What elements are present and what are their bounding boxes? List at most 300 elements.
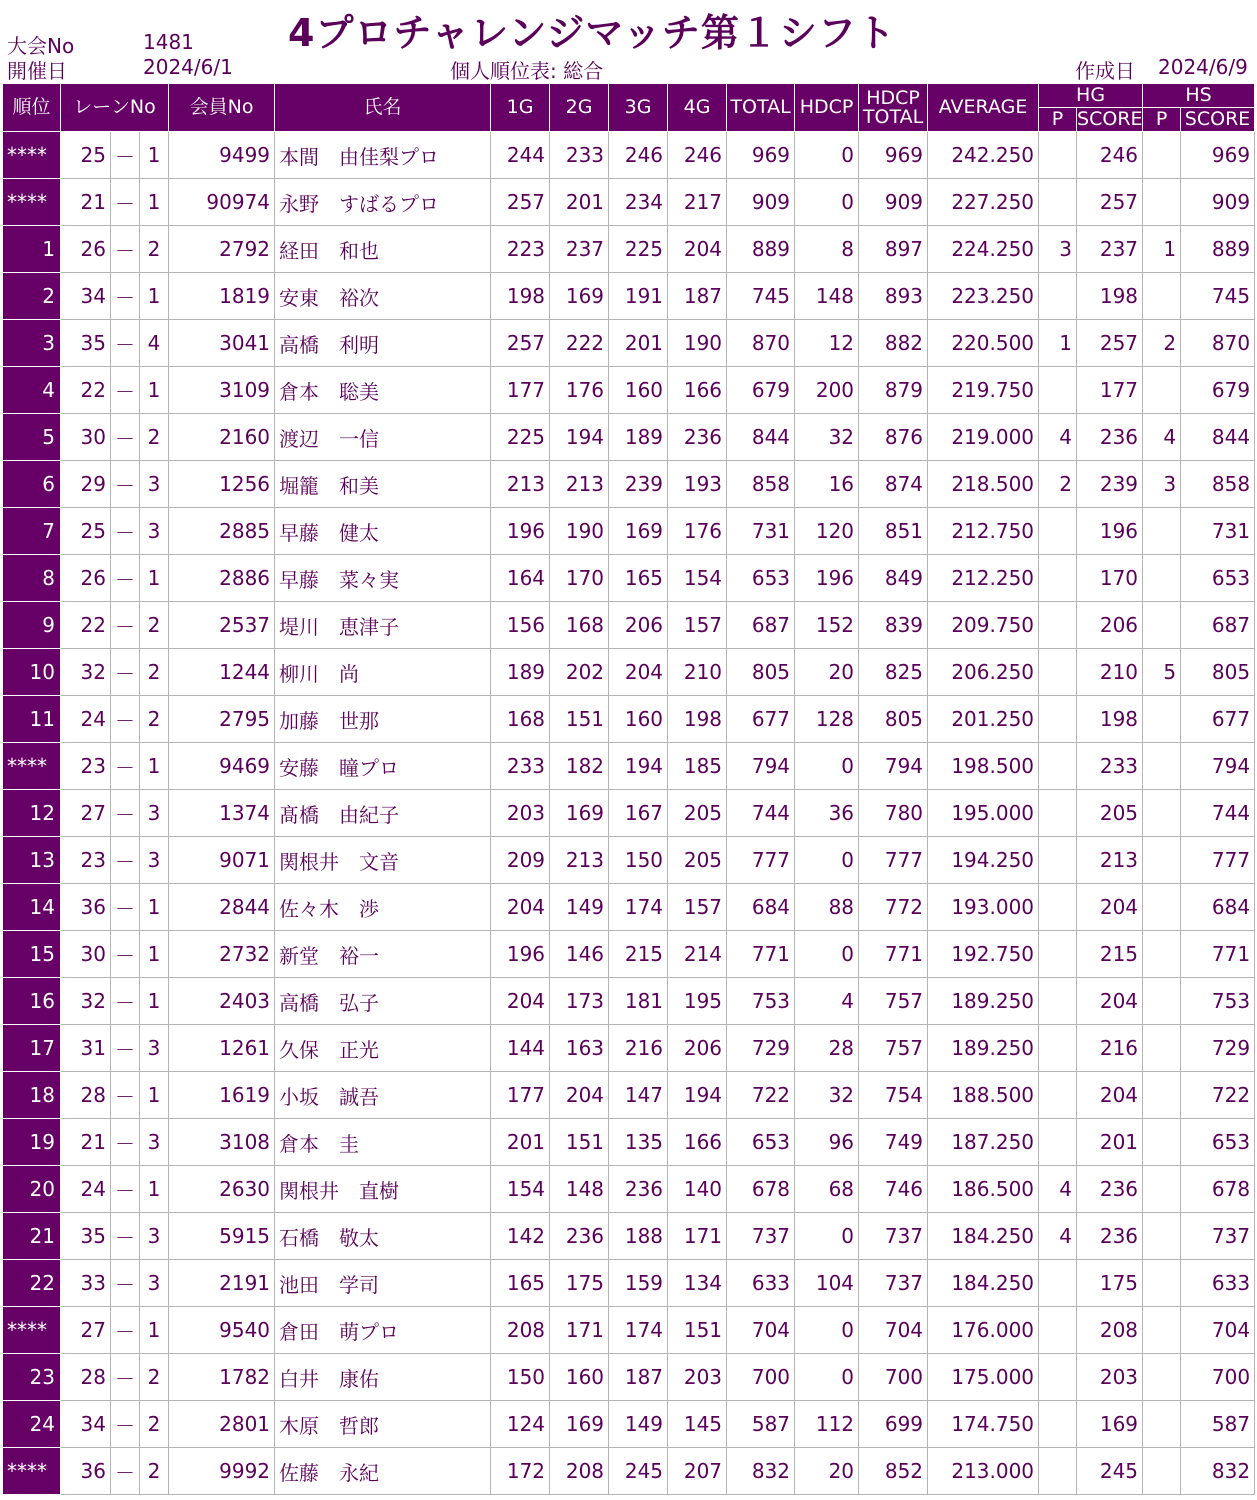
lane-separator: －	[111, 320, 140, 367]
lane-no: 33	[61, 1260, 111, 1307]
game-1-score: 196	[491, 931, 550, 978]
table-row	[3, 179, 1255, 226]
lane-separator: －	[111, 461, 140, 508]
game-4-score: 217	[668, 179, 727, 226]
lane-separator: －	[111, 1072, 140, 1119]
hdcp-value: 16	[795, 461, 859, 508]
game-3-score: 194	[609, 743, 668, 790]
lane-separator: －	[111, 837, 140, 884]
lane-no: 32	[61, 649, 111, 696]
lane-box: 2	[140, 1448, 169, 1495]
average-score: 189.250	[928, 1025, 1039, 1072]
game-1-score: 165	[491, 1260, 550, 1307]
total-score: 633	[727, 1260, 795, 1307]
lane-no: 24	[61, 696, 111, 743]
high-series-place: 3	[1143, 461, 1181, 508]
member-no: 3108	[169, 1119, 275, 1166]
hdcp-total-score: 757	[859, 978, 928, 1025]
average-score: 184.250	[928, 1213, 1039, 1260]
member-no: 1244	[169, 649, 275, 696]
high-series-score: 909	[1181, 179, 1255, 226]
player-name: 永野 すばるプロ	[275, 179, 491, 226]
total-score: 777	[727, 837, 795, 884]
lane-no: 25	[61, 508, 111, 555]
lane-box: 2	[140, 649, 169, 696]
table-row	[3, 1072, 1255, 1119]
lane-box: 2	[140, 1401, 169, 1448]
col-average: AVERAGE	[928, 84, 1039, 132]
hdcp-total-score: 737	[859, 1260, 928, 1307]
rank-cell: 18	[3, 1072, 61, 1119]
ranking-table	[2, 83, 1255, 1495]
total-score: 744	[727, 790, 795, 837]
lane-no: 35	[61, 320, 111, 367]
lane-box: 2	[140, 226, 169, 273]
table-row	[3, 790, 1255, 837]
game-4-score: 198	[668, 696, 727, 743]
col-hdcp-total	[859, 84, 928, 132]
lane-separator: －	[111, 1307, 140, 1354]
player-name: 佐々木 渉	[275, 884, 491, 931]
lane-box: 3	[140, 790, 169, 837]
member-no: 1819	[169, 273, 275, 320]
rank-cell: 15	[3, 931, 61, 978]
lane-no: 36	[61, 1448, 111, 1495]
hdcp-total-score: 805	[859, 696, 928, 743]
high-series-score: 700	[1181, 1354, 1255, 1401]
rank-cell: ****	[3, 1307, 61, 1354]
table-row	[3, 1307, 1255, 1354]
hdcp-value: 152	[795, 602, 859, 649]
lane-no: 26	[61, 226, 111, 273]
table-row	[3, 1119, 1255, 1166]
high-game-score: 175	[1077, 1260, 1143, 1307]
lane-no: 30	[61, 414, 111, 461]
game-1-score: 198	[491, 273, 550, 320]
high-series-place	[1143, 978, 1181, 1025]
high-game-score: 201	[1077, 1119, 1143, 1166]
game-2-score: 168	[550, 602, 609, 649]
high-series-score: 731	[1181, 508, 1255, 555]
average-score: 193.000	[928, 884, 1039, 931]
game-2-score: 169	[550, 790, 609, 837]
lane-no: 22	[61, 367, 111, 414]
game-1-score: 204	[491, 884, 550, 931]
lane-separator: －	[111, 790, 140, 837]
game-1-score: 233	[491, 743, 550, 790]
high-series-place	[1143, 1307, 1181, 1354]
high-game-score: 203	[1077, 1354, 1143, 1401]
game-4-score: 157	[668, 884, 727, 931]
high-series-place	[1143, 790, 1181, 837]
game-2-score: 182	[550, 743, 609, 790]
total-score: 771	[727, 931, 795, 978]
lane-box: 1	[140, 555, 169, 602]
high-series-place	[1143, 132, 1181, 179]
game-1-score: 196	[491, 508, 550, 555]
game-4-score: 193	[668, 461, 727, 508]
high-series-score: 677	[1181, 696, 1255, 743]
game-2-score: 169	[550, 273, 609, 320]
hdcp-total-score: 851	[859, 508, 928, 555]
lane-box: 2	[140, 602, 169, 649]
game-1-score: 168	[491, 696, 550, 743]
game-3-score: 169	[609, 508, 668, 555]
col-hdcp-total-line2: TOTAL	[862, 105, 924, 128]
high-game-score: 237	[1077, 226, 1143, 273]
high-game-place	[1039, 273, 1077, 320]
high-series-score: 722	[1181, 1072, 1255, 1119]
hdcp-value: 32	[795, 1072, 859, 1119]
lane-separator: －	[111, 978, 140, 1025]
game-3-score: 201	[609, 320, 668, 367]
table-row	[3, 273, 1255, 320]
game-1-score: 244	[491, 132, 550, 179]
total-score: 909	[727, 179, 795, 226]
col-rank: 順位	[3, 84, 61, 132]
total-score: 677	[727, 696, 795, 743]
lane-box: 1	[140, 884, 169, 931]
high-game-place: 1	[1039, 320, 1077, 367]
hdcp-value: 0	[795, 1307, 859, 1354]
member-no: 1619	[169, 1072, 275, 1119]
hdcp-total-score: 969	[859, 132, 928, 179]
hdcp-value: 120	[795, 508, 859, 555]
game-3-score: 160	[609, 367, 668, 414]
game-1-score: 142	[491, 1213, 550, 1260]
table-row	[3, 320, 1255, 367]
high-game-place	[1039, 696, 1077, 743]
average-score: 187.250	[928, 1119, 1039, 1166]
player-name: 倉本 圭	[275, 1119, 491, 1166]
game-3-score: 147	[609, 1072, 668, 1119]
page-title: 4プロチャレンジマッチ第１シフト	[288, 11, 896, 55]
member-no: 1782	[169, 1354, 275, 1401]
high-series-place	[1143, 273, 1181, 320]
report-name: 個人順位表: 総合	[450, 59, 604, 83]
game-1-score: 208	[491, 1307, 550, 1354]
high-game-score: 204	[1077, 978, 1143, 1025]
lane-no: 29	[61, 461, 111, 508]
lane-box: 1	[140, 1166, 169, 1213]
player-name: 早藤 菜々実	[275, 555, 491, 602]
game-4-score: 210	[668, 649, 727, 696]
high-series-score: 858	[1181, 461, 1255, 508]
hdcp-value: 28	[795, 1025, 859, 1072]
lane-no: 34	[61, 1401, 111, 1448]
lane-separator: －	[111, 1354, 140, 1401]
total-score: 653	[727, 555, 795, 602]
game-1-score: 164	[491, 555, 550, 602]
game-2-score: 222	[550, 320, 609, 367]
hdcp-value: 0	[795, 132, 859, 179]
player-name: 倉本 聡美	[275, 367, 491, 414]
game-3-score: 150	[609, 837, 668, 884]
high-series-score: 844	[1181, 414, 1255, 461]
lane-box: 3	[140, 837, 169, 884]
player-name: 堤川 恵津子	[275, 602, 491, 649]
high-game-score: 236	[1077, 1166, 1143, 1213]
high-game-place	[1039, 1401, 1077, 1448]
col-hs: HS	[1143, 84, 1255, 108]
high-series-place	[1143, 1448, 1181, 1495]
high-series-place	[1143, 508, 1181, 555]
game-1-score: 189	[491, 649, 550, 696]
player-name: 堀籠 和美	[275, 461, 491, 508]
game-3-score: 174	[609, 884, 668, 931]
average-score: 198.500	[928, 743, 1039, 790]
high-series-place: 1	[1143, 226, 1181, 273]
total-score: 587	[727, 1401, 795, 1448]
hdcp-value: 112	[795, 1401, 859, 1448]
lane-separator: －	[111, 179, 140, 226]
high-game-place	[1039, 837, 1077, 884]
game-2-score: 170	[550, 555, 609, 602]
col-game-1: 1G	[491, 84, 550, 132]
member-no: 1256	[169, 461, 275, 508]
rank-cell: 16	[3, 978, 61, 1025]
table-row	[3, 696, 1255, 743]
game-4-score: 246	[668, 132, 727, 179]
game-4-score: 187	[668, 273, 727, 320]
high-game-score: 239	[1077, 461, 1143, 508]
rank-cell: 5	[3, 414, 61, 461]
average-score: 213.000	[928, 1448, 1039, 1495]
table-row	[3, 649, 1255, 696]
average-score: 209.750	[928, 602, 1039, 649]
lane-separator: －	[111, 696, 140, 743]
member-no: 90974	[169, 179, 275, 226]
total-score: 969	[727, 132, 795, 179]
game-1-score: 213	[491, 461, 550, 508]
rank-cell: 14	[3, 884, 61, 931]
rank-cell: 9	[3, 602, 61, 649]
high-series-place	[1143, 1354, 1181, 1401]
game-4-score: 145	[668, 1401, 727, 1448]
col-hs-p: P	[1143, 108, 1181, 132]
high-game-place	[1039, 790, 1077, 837]
total-score: 737	[727, 1213, 795, 1260]
lane-no: 36	[61, 884, 111, 931]
player-name: 倉田 萌プロ	[275, 1307, 491, 1354]
col-name: 氏名	[275, 84, 491, 132]
lane-separator: －	[111, 1260, 140, 1307]
member-no: 3109	[169, 367, 275, 414]
lane-no: 31	[61, 1025, 111, 1072]
col-hg-score: SCORE	[1077, 108, 1143, 130]
game-1-score: 172	[491, 1448, 550, 1495]
high-series-place: 4	[1143, 414, 1181, 461]
player-name: 池田 学司	[275, 1260, 491, 1307]
table-row	[3, 226, 1255, 273]
member-no: 1374	[169, 790, 275, 837]
game-2-score: 236	[550, 1213, 609, 1260]
total-score: 870	[727, 320, 795, 367]
game-3-score: 245	[609, 1448, 668, 1495]
hdcp-total-score: 825	[859, 649, 928, 696]
high-game-score: 177	[1077, 367, 1143, 414]
rank-cell: 6	[3, 461, 61, 508]
lane-separator: －	[111, 132, 140, 179]
rank-cell: ****	[3, 743, 61, 790]
col-hg: HG	[1039, 84, 1143, 108]
game-1-score: 257	[491, 320, 550, 367]
game-2-score: 149	[550, 884, 609, 931]
hdcp-total-score: 852	[859, 1448, 928, 1495]
game-2-score: 175	[550, 1260, 609, 1307]
high-game-place	[1039, 978, 1077, 1025]
lane-separator: －	[111, 1119, 140, 1166]
rank-cell: 20	[3, 1166, 61, 1213]
member-no: 2844	[169, 884, 275, 931]
total-score: 844	[727, 414, 795, 461]
player-name: 高橋 弘子	[275, 978, 491, 1025]
rank-cell: 4	[3, 367, 61, 414]
lane-separator: －	[111, 1448, 140, 1495]
game-1-score: 124	[491, 1401, 550, 1448]
game-4-score: 195	[668, 978, 727, 1025]
high-game-score: 257	[1077, 179, 1143, 226]
total-score: 805	[727, 649, 795, 696]
game-4-score: 190	[668, 320, 727, 367]
rank-cell: 21	[3, 1213, 61, 1260]
high-series-score: 729	[1181, 1025, 1255, 1072]
member-no: 9469	[169, 743, 275, 790]
high-game-score: 213	[1077, 837, 1143, 884]
average-score: 192.750	[928, 931, 1039, 978]
high-game-score: 257	[1077, 320, 1143, 367]
total-score: 731	[727, 508, 795, 555]
game-4-score: 205	[668, 790, 727, 837]
high-game-place	[1039, 602, 1077, 649]
tournament-no-label: 大会No	[7, 34, 75, 58]
table-row	[3, 367, 1255, 414]
average-score: 201.250	[928, 696, 1039, 743]
average-score: 212.750	[928, 508, 1039, 555]
member-no: 2886	[169, 555, 275, 602]
high-series-place: 2	[1143, 320, 1181, 367]
member-no: 2630	[169, 1166, 275, 1213]
member-no: 2732	[169, 931, 275, 978]
hdcp-value: 0	[795, 931, 859, 978]
member-no: 9071	[169, 837, 275, 884]
high-game-score: 204	[1077, 884, 1143, 931]
hdcp-value: 4	[795, 978, 859, 1025]
average-score: 176.000	[928, 1307, 1039, 1354]
game-3-score: 159	[609, 1260, 668, 1307]
average-score: 189.250	[928, 978, 1039, 1025]
game-4-score: 134	[668, 1260, 727, 1307]
high-series-score: 678	[1181, 1166, 1255, 1213]
total-score: 687	[727, 602, 795, 649]
game-4-score: 140	[668, 1166, 727, 1213]
game-2-score: 204	[550, 1072, 609, 1119]
high-game-place	[1039, 132, 1077, 179]
rank-cell: 19	[3, 1119, 61, 1166]
high-game-place	[1039, 931, 1077, 978]
lane-box: 1	[140, 273, 169, 320]
game-3-score: 234	[609, 179, 668, 226]
total-score: 700	[727, 1354, 795, 1401]
hdcp-total-score: 700	[859, 1354, 928, 1401]
high-series-place	[1143, 696, 1181, 743]
player-name: 経田 和也	[275, 226, 491, 273]
player-name: 髙橋 由紀子	[275, 790, 491, 837]
game-2-score: 173	[550, 978, 609, 1025]
hdcp-value: 128	[795, 696, 859, 743]
rank-cell: 8	[3, 555, 61, 602]
game-4-score: 204	[668, 226, 727, 273]
high-game-score: 245	[1077, 1448, 1143, 1495]
game-1-score: 156	[491, 602, 550, 649]
table-row	[3, 132, 1255, 179]
high-series-place	[1143, 1213, 1181, 1260]
table-row	[3, 743, 1255, 790]
lane-separator: －	[111, 226, 140, 273]
high-series-score: 704	[1181, 1307, 1255, 1354]
lane-separator: －	[111, 1166, 140, 1213]
player-name: 小坂 誠吾	[275, 1072, 491, 1119]
lane-separator: －	[111, 649, 140, 696]
table-row	[3, 931, 1255, 978]
hdcp-value: 196	[795, 555, 859, 602]
high-series-place	[1143, 931, 1181, 978]
member-no: 9540	[169, 1307, 275, 1354]
lane-no: 21	[61, 179, 111, 226]
lane-no: 24	[61, 1166, 111, 1213]
high-game-place	[1039, 367, 1077, 414]
game-4-score: 185	[668, 743, 727, 790]
member-no: 9992	[169, 1448, 275, 1495]
game-3-score: 225	[609, 226, 668, 273]
game-3-score: 206	[609, 602, 668, 649]
average-score: 218.500	[928, 461, 1039, 508]
hdcp-total-score: 754	[859, 1072, 928, 1119]
player-name: 渡辺 一信	[275, 414, 491, 461]
game-3-score: 191	[609, 273, 668, 320]
game-1-score: 257	[491, 179, 550, 226]
hdcp-value: 0	[795, 179, 859, 226]
average-score: 224.250	[928, 226, 1039, 273]
hdcp-value: 96	[795, 1119, 859, 1166]
high-game-score: 236	[1077, 1213, 1143, 1260]
lane-no: 23	[61, 743, 111, 790]
rank-cell: ****	[3, 1448, 61, 1495]
average-score: 219.000	[928, 414, 1039, 461]
high-game-place	[1039, 508, 1077, 555]
average-score: 194.250	[928, 837, 1039, 884]
high-series-score: 679	[1181, 367, 1255, 414]
hdcp-value: 200	[795, 367, 859, 414]
lane-separator: －	[111, 273, 140, 320]
total-score: 704	[727, 1307, 795, 1354]
high-game-place: 3	[1039, 226, 1077, 273]
hdcp-total-score: 794	[859, 743, 928, 790]
high-game-place	[1039, 1072, 1077, 1119]
game-3-score: 149	[609, 1401, 668, 1448]
table-row	[3, 884, 1255, 931]
rank-cell: 12	[3, 790, 61, 837]
lane-box: 1	[140, 132, 169, 179]
game-4-score: 206	[668, 1025, 727, 1072]
player-name: 久保 正光	[275, 1025, 491, 1072]
average-score: 195.000	[928, 790, 1039, 837]
high-series-place	[1143, 1072, 1181, 1119]
high-series-place	[1143, 1119, 1181, 1166]
hdcp-value: 104	[795, 1260, 859, 1307]
hdcp-value: 20	[795, 649, 859, 696]
high-game-place: 2	[1039, 461, 1077, 508]
